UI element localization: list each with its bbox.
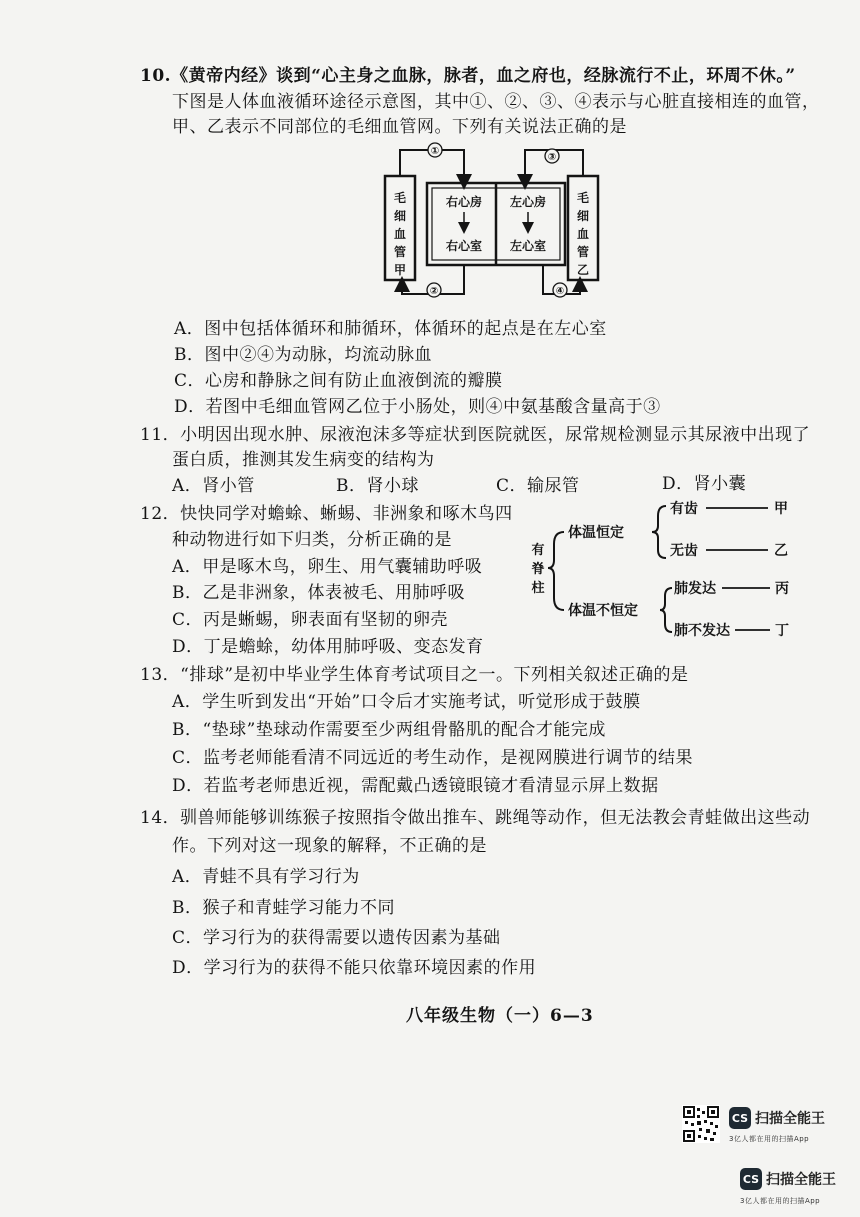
q10-option-b: B．图中②④为动脉，均流动脉血 — [174, 345, 432, 365]
q13-option-c: C．监考老师能看清不同远近的考生动作，是视网膜进行调节的结果 — [172, 748, 694, 768]
scanner-app-name: 扫描全能王 — [766, 1172, 836, 1188]
q14-stem-line1: 14．驯兽师能够训练猴子按照指令做出推车、跳绳等动作，但无法教会青蛙做出这些动 — [140, 808, 811, 828]
q10-stem-line2: 下图是人体血液循环途径示意图，其中①、②、③、④表示与心脏直接相连的血管， — [172, 92, 820, 112]
q13-option-a: A．学生听到发出“开始”口令后才实施考试，听觉形成于鼓膜 — [172, 692, 641, 712]
left-atrium-label: 左心房 — [509, 195, 547, 209]
warm-brace — [652, 506, 666, 558]
q14-stem-line2: 作。下列对这一现象的解释，不正确的是 — [172, 836, 487, 856]
vessel-1-label: ① — [430, 146, 440, 157]
q12-option-d: D．丁是蟾蜍，幼体用肺呼吸、变态发育 — [172, 637, 484, 657]
q11-option-c: C．输尿管 — [496, 476, 580, 496]
capillary-jia-char: 毛 — [393, 191, 407, 205]
tree-no-teeth-label: 无齿 — [670, 543, 698, 559]
capillary-yi-char: 血 — [576, 227, 590, 241]
q12-option-a: A．甲是啄木鸟，卵生、用气囊辅助呼吸 — [172, 557, 483, 577]
tree-lung-dev-label: 肺发达 — [674, 581, 716, 597]
tree-jia-label: 甲 — [774, 501, 788, 517]
tree-root-char: 有 — [531, 543, 545, 558]
tree-warm-label: 体温恒定 — [568, 525, 624, 541]
right-ventricle-label: 右心室 — [445, 239, 483, 253]
cold-brace — [660, 588, 672, 632]
scanner-slogan: 3亿人都在用的扫描App — [729, 1135, 810, 1143]
q11-option-b: B．肾小球 — [336, 476, 419, 496]
tree-teeth-label: 有齿 — [670, 501, 698, 517]
capillary-jia-char: 甲 — [393, 263, 407, 277]
capillary-jia-char: 血 — [393, 227, 407, 241]
capillary-yi-char: 管 — [576, 245, 590, 259]
q14-option-d: D．学习行为的获得不能只依靠环境因素的作用 — [172, 958, 537, 978]
left-ventricle-label: 左心室 — [509, 239, 547, 253]
capillary-yi-char: 毛 — [576, 191, 590, 205]
q10-option-d: D．若图中毛细血管网乙位于小肠处，则④中氨基酸含量高于③ — [174, 397, 661, 417]
vessel-4-label: ④ — [555, 286, 565, 297]
scanner-logo-icon: CS — [740, 1168, 762, 1190]
tree-cold-label: 体温不恒定 — [568, 603, 638, 619]
classification-tree — [528, 494, 798, 644]
q10-option-a: A．图中包括体循环和肺循环，体循环的起点是在左心室 — [174, 319, 607, 339]
scanner-app-name: 扫描全能王 — [755, 1111, 825, 1127]
tree-root-char: 脊 — [531, 562, 545, 577]
q10-option-c: C．心房和静脉之间有防止血液倒流的瓣膜 — [174, 371, 503, 391]
q12-option-c: C．丙是蜥蜴，卵表面有坚韧的卵壳 — [172, 610, 449, 630]
q13-option-d: D．若监考老师患近视，需配戴凸透镜眼镜才看清显示屏上数据 — [172, 776, 659, 796]
q10-stem-line1: 10.《黄帝内经》谈到“心主身之血脉，脉者，血之府也，经脉流行不止，环周不休。” — [140, 66, 796, 86]
q10-stem-line3: 甲、乙表示不同部位的毛细血管网。下列有关说法正确的是 — [172, 117, 627, 137]
q11-stem-line2: 蛋白质，推测其发生病变的结构为 — [172, 450, 435, 470]
capillary-jia-char: 管 — [393, 245, 407, 259]
tree-root-char: 柱 — [531, 581, 545, 596]
q12-stem-line2: 种动物进行如下归类，分析正确的是 — [172, 530, 452, 550]
scanner-slogan: 3亿人都在用的扫描App — [740, 1197, 821, 1205]
q14-option-b: B．猴子和青蛙学习能力不同 — [172, 898, 395, 918]
capillary-yi-char: 细 — [576, 209, 590, 223]
q14-option-c: C．学习行为的获得需要以遗传因素为基础 — [172, 928, 501, 948]
scanner-logo-icon: CS — [729, 1107, 751, 1129]
tree-lung-undev-label: 肺不发达 — [674, 623, 730, 639]
q11-option-a: A．肾小管 — [172, 476, 255, 496]
q13-option-b: B．“垫球”垫球动作需要至少两组骨骼肌的配合才能完成 — [172, 720, 606, 740]
root-brace — [548, 532, 564, 610]
q14-option-a: A．青蛙不具有学习行为 — [172, 867, 360, 887]
page-footer: 八年级生物（一）6—3 — [406, 1006, 594, 1026]
q11-option-d: D．肾小囊 — [662, 474, 747, 494]
capillary-yi-char: 乙 — [576, 263, 590, 277]
blood-circulation-diagram — [380, 138, 600, 300]
q13-stem-line1: 13．“排球”是初中毕业学生体育考试项目之一。下列相关叙述正确的是 — [140, 665, 689, 685]
capillary-jia-char: 细 — [393, 209, 407, 223]
vessel-3-label: ③ — [547, 152, 557, 163]
tree-ding-label: 丁 — [775, 623, 789, 639]
q12-stem-line1: 12．快快同学对蟾蜍、蜥蜴、非洲象和啄木鸟四 — [140, 504, 513, 524]
tree-bing-label: 丙 — [775, 581, 789, 597]
qr-code-icon — [682, 1105, 720, 1143]
tree-yi-label: 乙 — [774, 543, 788, 559]
vessel-2-label: ② — [429, 286, 439, 297]
q12-option-b: B．乙是非洲象，体表被毛、用肺呼吸 — [172, 583, 465, 603]
q11-stem-line1: 11．小明因出现水肿、尿液泡沫多等症状到医院就医，尿常规检测显示其尿液中出现了 — [140, 425, 811, 445]
right-atrium-label: 右心房 — [445, 195, 483, 209]
